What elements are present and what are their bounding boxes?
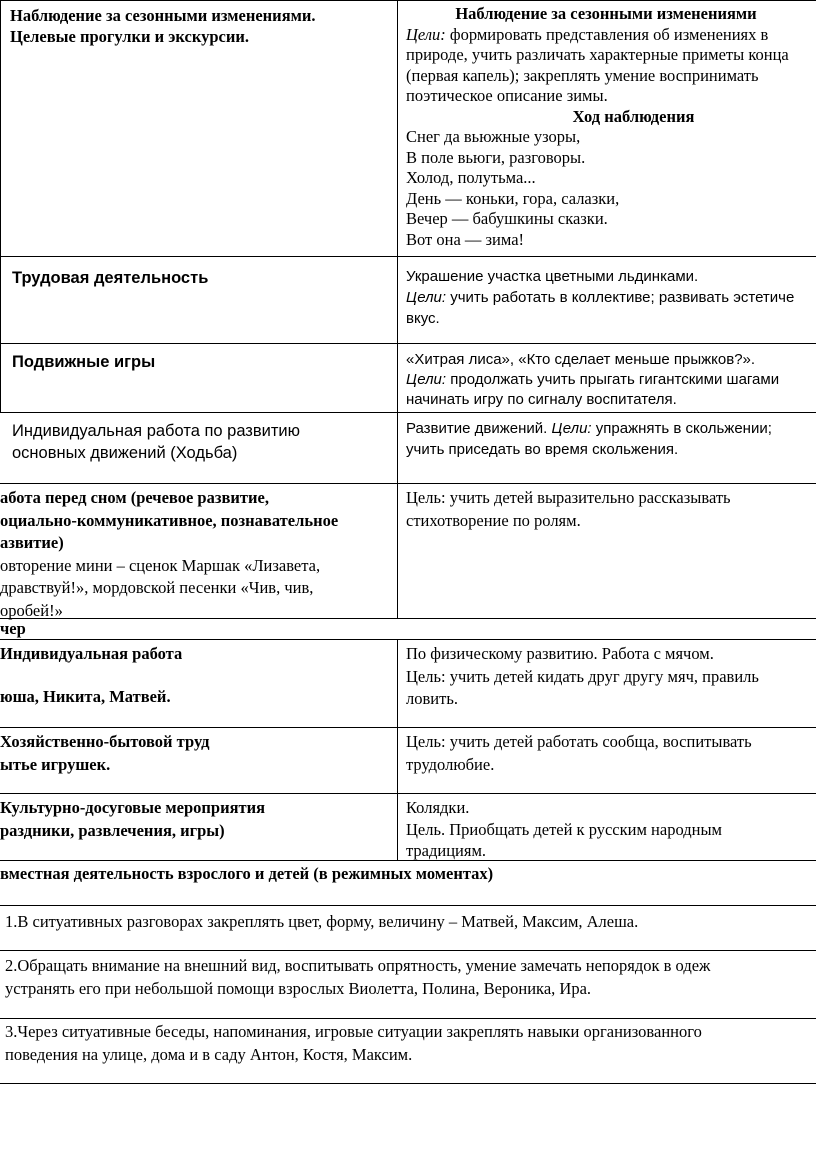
row-divider — [0, 727, 816, 728]
row-divider — [0, 950, 816, 951]
games-goal — [406, 370, 779, 390]
list-item-line: поведения на улице, дома и в саду Антон, Костя, Максим. — [5, 1044, 413, 1064]
row-divider — [0, 905, 816, 906]
goal-label: Цели: — [406, 289, 447, 306]
household-heading: Хозяйственно-бытовой труд — [0, 732, 210, 751]
list-item-line: устранять его при небольшой помощи взрослых Виолетта, Полина, Вероника, Ира. — [5, 978, 592, 998]
list-item-line: 3.Через ситуативные беседы, напоминания, игровые ситуации закреплять навыки организованного — [5, 1022, 702, 1041]
list-item — [5, 911, 638, 933]
household-line: Цель: учить детей работать сообща, воспитывать — [406, 732, 752, 751]
observation-content — [406, 4, 816, 250]
games-line: начинать игру по сигналу воспитателя. — [406, 391, 677, 408]
leisure-line: традициям. — [406, 841, 487, 860]
individual-work-line: Цель: учить детей кидать друг другу мяч, правиль — [406, 666, 759, 686]
goal-text: формировать представления об изменениях в — [445, 24, 769, 44]
before-sleep-title — [0, 487, 338, 622]
games-content — [406, 350, 779, 410]
individual-work-heading: Индивидуальная работа — [0, 644, 183, 663]
table-border — [0, 0, 1, 412]
before-sleep-content — [406, 487, 731, 532]
leisure-content — [406, 797, 722, 862]
before-sleep-heading-line: азвитие) — [0, 533, 64, 552]
leisure-line: Колядки. — [406, 798, 470, 817]
goal-label: Цели: — [406, 24, 446, 44]
individual-lead: Развитие движений. — [406, 420, 552, 437]
goal-line: природе, учить различать характерные приметы конца — [406, 45, 789, 64]
row-divider — [0, 412, 816, 413]
goal-text: учить работать в коллективе; развивать эстетиче — [446, 289, 795, 306]
before-sleep-line: оробей!» — [0, 600, 63, 620]
row-divider — [0, 483, 816, 484]
before-sleep-line: овторение мини – сценок Маршак «Лизавета, — [0, 555, 321, 575]
title-line: Целевые прогулки и экскурсии. — [10, 26, 249, 46]
joint-activity-heading: вместная деятельность взрослого и детей (в режимных моментах) — [0, 864, 494, 883]
individual-title-line: Индивидуальная работа по развитию — [12, 422, 301, 440]
row-divider — [0, 256, 816, 257]
goal-line: (первая капель); закреплять умение воспринимать — [406, 65, 759, 85]
labor-content — [406, 266, 794, 329]
household-content — [406, 731, 752, 776]
individual-content — [406, 418, 772, 460]
leisure-line: Цель. Приобщать детей к русским народным — [406, 819, 722, 839]
list-item — [5, 1021, 702, 1066]
household-line: трудолюбие. — [406, 754, 495, 774]
poem-line: Снег да вьюжные узоры, — [406, 127, 581, 146]
labor-title: Трудовая деятельность — [12, 269, 209, 287]
leisure-subheading: раздники, развлечения, игры) — [0, 820, 225, 840]
individual-work-line: ловить. — [406, 689, 458, 708]
individual-work-names: юша, Никита, Матвей. — [0, 686, 171, 706]
leisure-heading: Культурно-досуговые мероприятия — [0, 798, 266, 817]
individual-title-line: основных движений (Ходьба) — [12, 444, 238, 462]
observation-goal — [406, 25, 816, 46]
games-line: «Хитрая лиса», «Кто сделает меньше прыжков?». — [406, 351, 756, 368]
list-item — [5, 955, 710, 1000]
before-sleep-line: дравствуй!», мордовской песенки «Чив, чив, — [0, 578, 314, 597]
games-title: Подвижные игры — [12, 353, 156, 371]
before-sleep-goal-line: Цель: учить детей выразительно рассказывать — [406, 488, 731, 507]
individual-title — [12, 420, 300, 464]
row-divider — [0, 639, 816, 640]
goal-text: упражнять в скольжении; — [591, 420, 772, 437]
individual-work-content — [406, 643, 759, 711]
individual-work-title — [0, 643, 182, 708]
column-divider — [397, 639, 398, 860]
progress-heading: Ход наблюдения — [572, 106, 695, 126]
household-title — [0, 731, 210, 776]
poem-line: В поле вьюги, разговоры. — [406, 147, 586, 167]
evening-label: чер — [0, 619, 26, 638]
poem-line: Холод, полутьма... — [406, 168, 536, 187]
title-line: Наблюдение за сезонными изменениями. — [10, 6, 316, 25]
column-divider — [397, 0, 398, 618]
poem-line: Вечер — бабушкины сказки. — [406, 209, 608, 228]
labor-line: Украшение участка цветными льдинками. — [406, 268, 699, 285]
goal-label: Цели: — [406, 371, 447, 388]
before-sleep-goal-line: стихотворение по ролям. — [406, 510, 581, 530]
row-divider — [0, 793, 816, 794]
individual-work-line: По физическому развитию. Работа с мячом. — [406, 644, 714, 663]
labor-goal — [406, 287, 794, 308]
goal-line: поэтическое описание зимы. — [406, 86, 608, 105]
goal-text: продолжать учить прыгать гигантскими шагами — [446, 371, 780, 388]
goal-label: Цели: — [551, 420, 592, 437]
labor-line: вкус. — [406, 310, 440, 327]
individual-goal — [406, 418, 772, 439]
before-sleep-heading-line: оциально-коммуникативное, познавательное — [0, 510, 339, 530]
row-divider — [0, 1018, 816, 1019]
row-divider — [0, 1083, 816, 1084]
before-sleep-heading-line: абота перед сном (речевое развитие, — [0, 488, 269, 507]
observation-heading: Наблюдение за сезонными изменениями — [455, 4, 757, 23]
poem-line: День — коньки, гора, салазки, — [406, 188, 620, 208]
table-border — [0, 0, 816, 1]
list-item-line: 1.В ситуативных разговорах закреплять цвет, форму, величину – Матвей, Максим, Алеша. — [5, 912, 639, 931]
row-divider — [0, 343, 816, 344]
leisure-title — [0, 797, 265, 842]
observation-title — [10, 6, 316, 47]
list-item-line: 2.Обращать внимание на внешний вид, воспитывать опрятность, умение замечать непорядок в одеж — [5, 956, 711, 975]
poem-line: Вот она — зима! — [406, 229, 525, 249]
individual-line: учить приседать во время скольжения. — [406, 441, 679, 458]
household-subheading: ытье игрушек. — [0, 754, 111, 774]
